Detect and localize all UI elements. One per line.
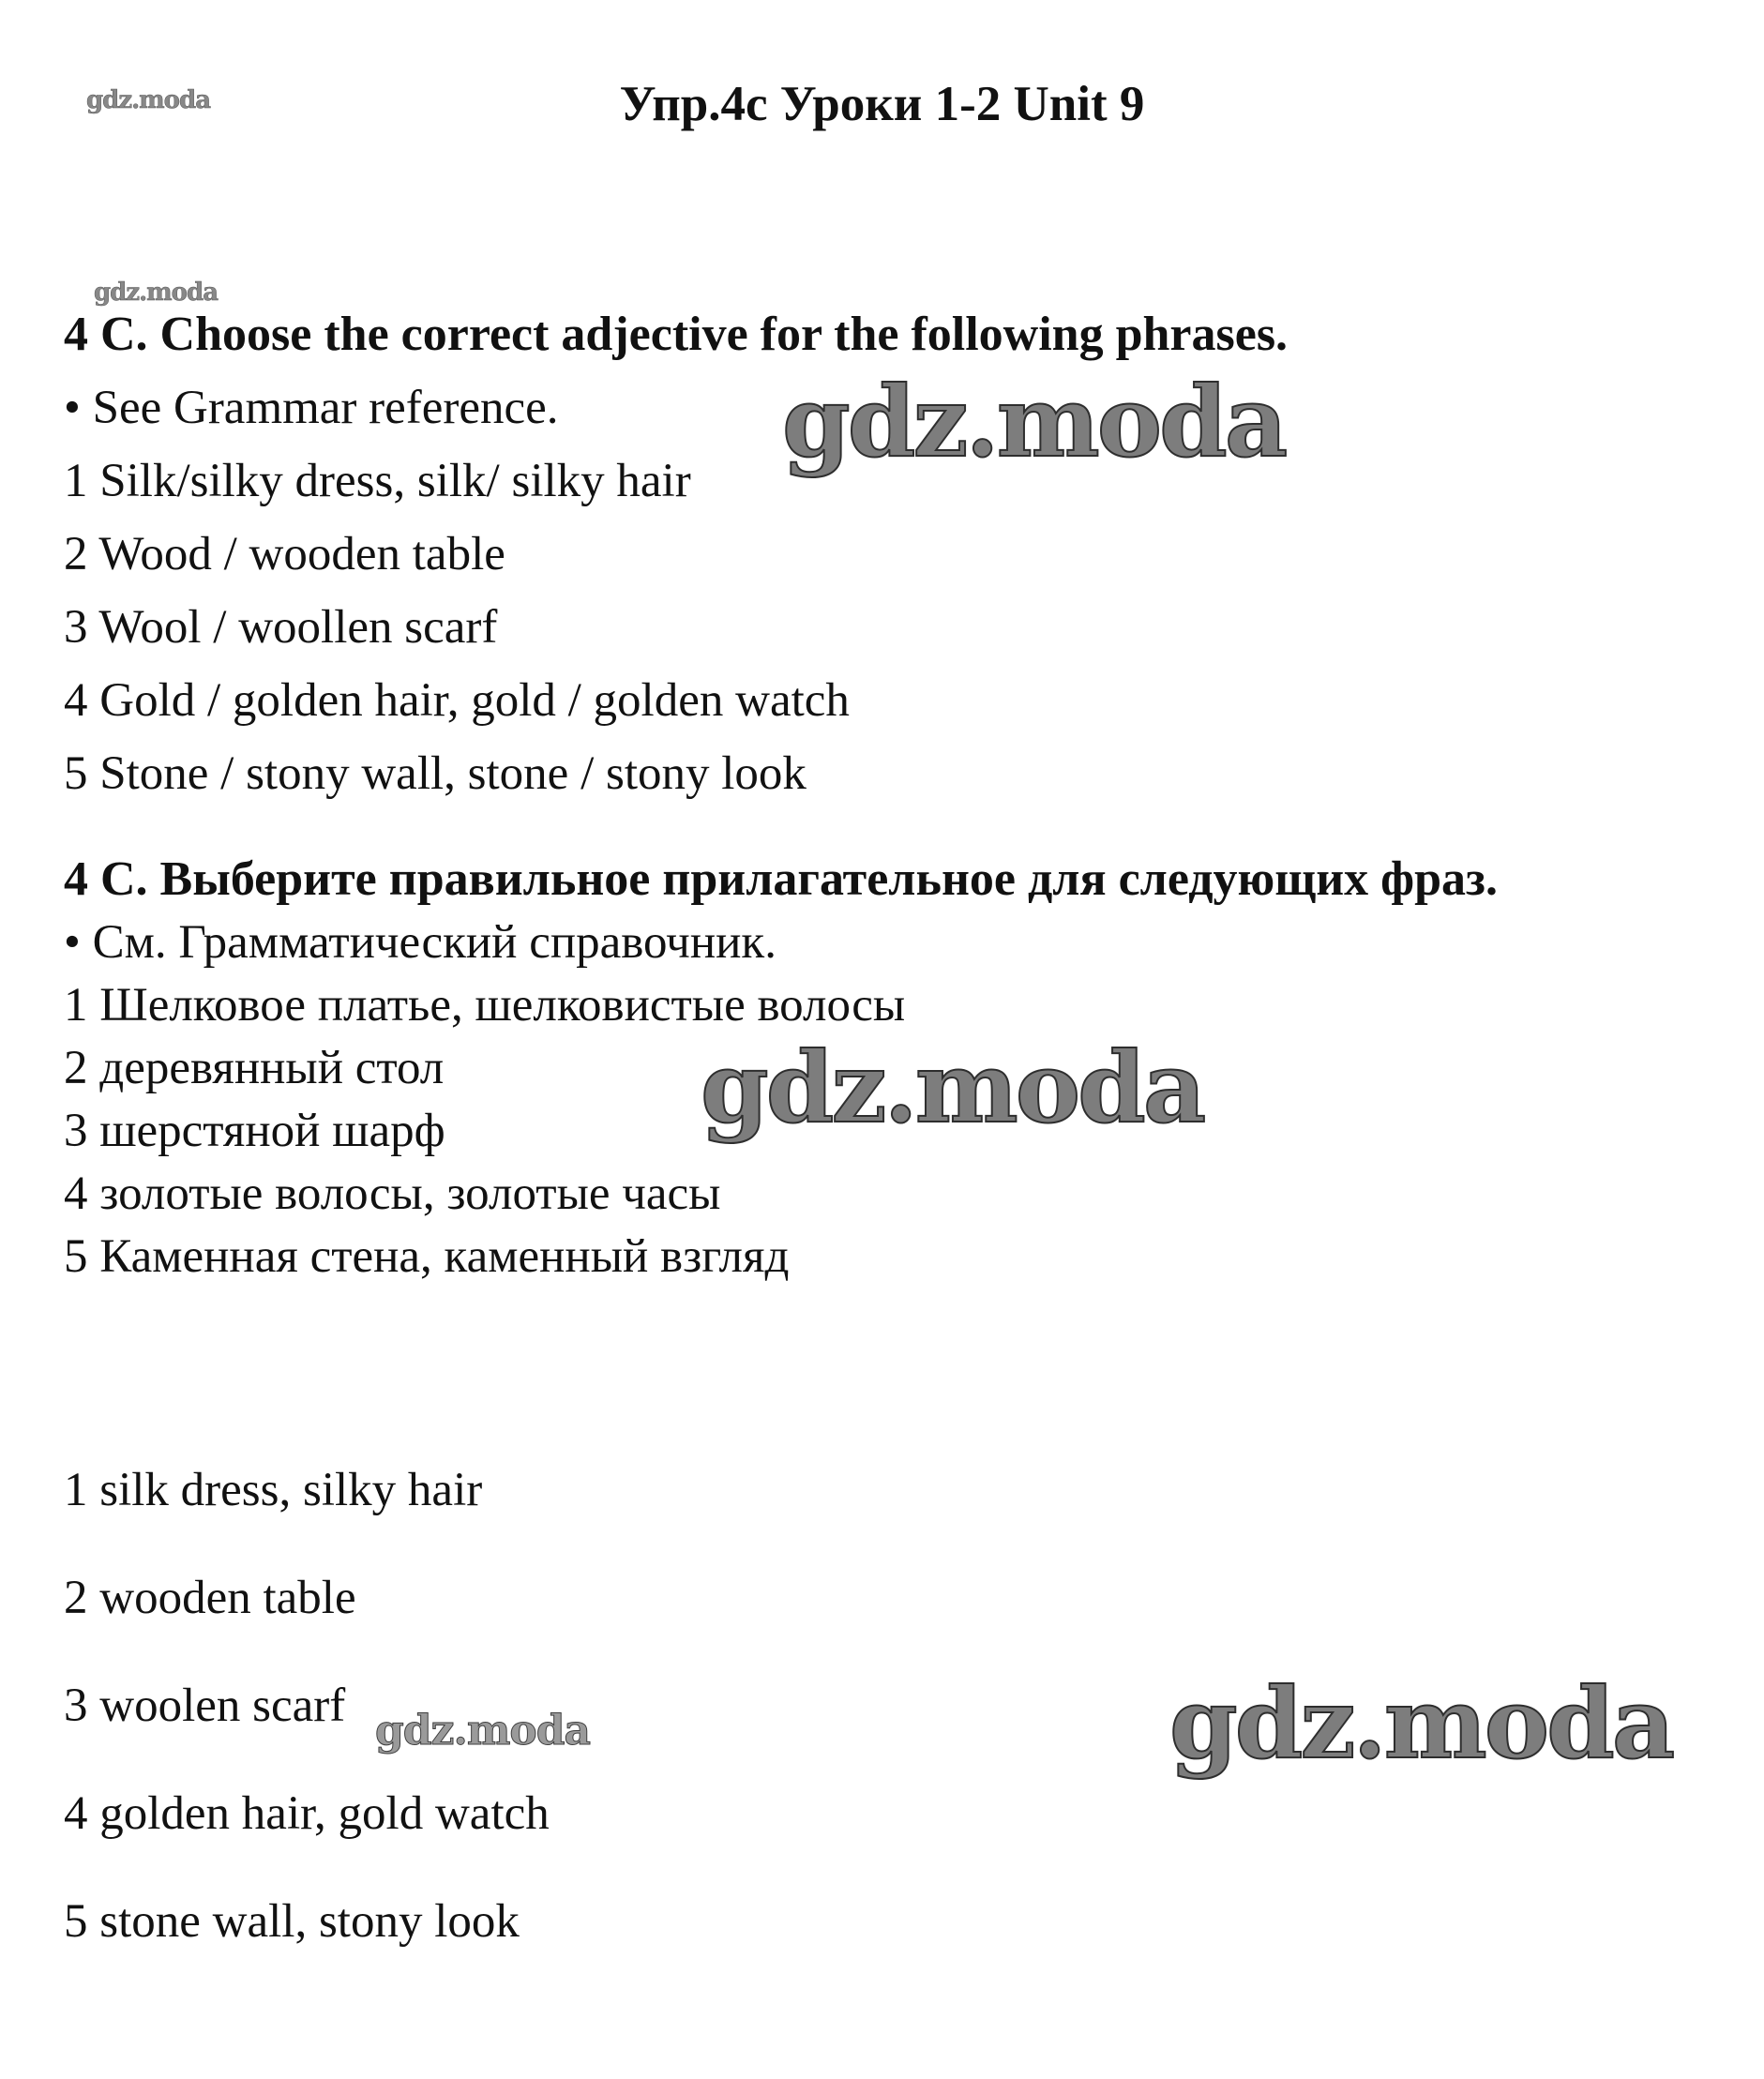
- answer-item: 5 stone wall, stony look: [64, 1895, 520, 1948]
- exercise-en-item: 1 Silk/silky dress, silk/ silky hair: [64, 455, 691, 507]
- exercise-ru-heading: 4 C. Выберите правильное прилагательное для следующих фраз.: [64, 852, 1498, 906]
- exercise-ru-note: • См. Грамматический справочник.: [64, 916, 776, 969]
- exercise-ru-item: 2 деревянный стол: [64, 1042, 445, 1094]
- exercise-english: [64, 298, 1714, 810]
- exercise-ru-item: 3 шерстяной шарф: [64, 1105, 445, 1157]
- exercise-russian: [64, 848, 1714, 1288]
- watermark-logo: gdz.moda: [375, 1707, 591, 1755]
- page-title: Упр.4c Уроки 1-2 Unit 9: [619, 77, 1145, 131]
- answers-list: [64, 1437, 1714, 1976]
- answer-item: 4 golden hair, gold watch: [64, 1787, 550, 1840]
- exercise-en-item: 3 Wool / woollen scarf: [64, 601, 498, 654]
- exercise-en-note: • See Grammar reference.: [64, 382, 559, 434]
- exercise-ru-item: 4 золотые волосы, золотые часы: [64, 1168, 721, 1220]
- exercise-ru-item: 1 Шелковое платье, шелковистые волосы: [64, 979, 906, 1032]
- watermark-logo: gdz.moda: [1169, 1665, 1673, 1781]
- answer-item: 1 silk dress, silky hair: [64, 1464, 483, 1516]
- exercise-en-item: 2 Wood / wooden table: [64, 528, 505, 580]
- answer-item: 3 woolen scarf: [64, 1680, 346, 1732]
- watermark-logo: gdz.moda: [782, 364, 1286, 479]
- exercise-en-heading: 4 C. Choose the correct adjective for the following phrases.: [64, 308, 1289, 361]
- answer-item: 2 wooden table: [64, 1572, 356, 1624]
- watermark-logo: gdz.moda: [701, 1030, 1204, 1145]
- watermark-logo: gdz.moda: [86, 86, 211, 114]
- exercise-en-item: 5 Stone / stony wall, stone / stony look: [64, 747, 807, 800]
- exercise-en-item: 4 Gold / golden hair, gold / golden watch: [64, 674, 850, 727]
- exercise-ru-item: 5 Каменная стена, каменный взгляд: [64, 1230, 790, 1283]
- watermark-logo: gdz.moda: [94, 279, 219, 307]
